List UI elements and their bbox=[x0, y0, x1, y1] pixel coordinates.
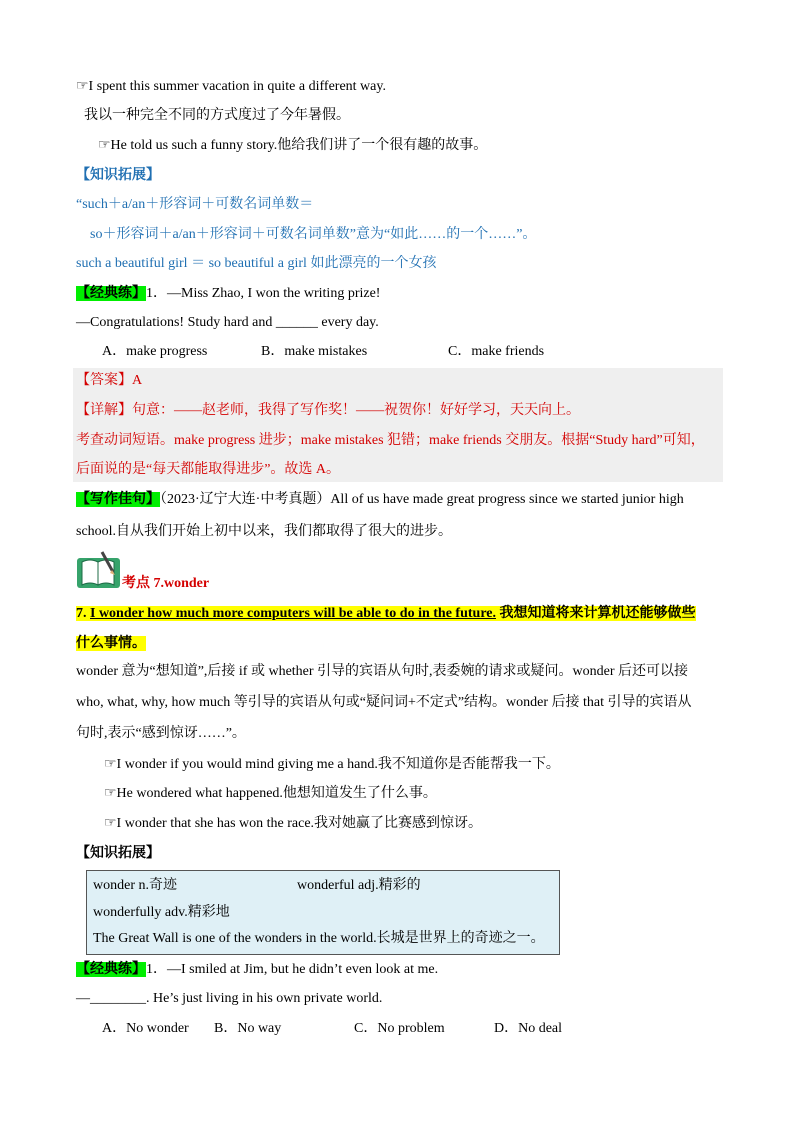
knowledge-box bbox=[86, 870, 560, 955]
practice-question bbox=[76, 960, 730, 980]
option: C．make friends bbox=[448, 344, 545, 359]
option: A．No wonder bbox=[102, 1021, 189, 1036]
key-sentence-chinese: 什么事情。 bbox=[76, 636, 146, 651]
example-sentence: ☞I wonder that she has won the race.我对她赢了比赛感到惊讶。 bbox=[104, 816, 483, 831]
key-sentence-number: 7. bbox=[76, 606, 87, 621]
book-icon bbox=[76, 548, 122, 590]
key-sentence-english: I wonder how much more computers will be able to do in the future. bbox=[90, 606, 496, 621]
question-text: —Congratulations! Study hard and ______ every day. bbox=[76, 315, 379, 330]
knowledge-rule: “such＋a/an＋形容词＋可数名词单数＝ bbox=[76, 197, 314, 212]
example-sentence: ☞He wondered what happened.他想知道发生了什么事。 bbox=[104, 786, 437, 801]
writing-tag: 【写作佳句】 bbox=[76, 492, 160, 507]
writing-text: school.自从我们开始上初中以来，我们都取得了很大的进步。 bbox=[76, 524, 453, 539]
writing-text: （2023·辽宁大连·中考真题）All of us have made great progress since we started junior high bbox=[160, 492, 684, 507]
practice-tag: 【经典练】 bbox=[76, 286, 146, 301]
section-heading: 【知识拓展】 bbox=[76, 168, 160, 183]
word-entry: wonderfully adv.精彩地 bbox=[93, 905, 230, 920]
practice-question bbox=[76, 284, 730, 304]
explanation-line: 【详解】句意：——赵老师，我得了写作奖！——祝贺你！好好学习，天天向上。 bbox=[76, 403, 580, 418]
option: D．No deal bbox=[494, 1021, 563, 1036]
word-entry: wonder n.奇迹 bbox=[93, 878, 177, 893]
section-heading: 【知识拓展】 bbox=[76, 846, 160, 861]
option: B．No way bbox=[214, 1021, 282, 1036]
knowledge-rule: so＋形容词＋a/an＋形容词＋可数名词单数”意为“如此……的一个……”。 bbox=[90, 227, 537, 242]
topic-title: 考点 7.wonder bbox=[122, 576, 210, 591]
topic-header bbox=[76, 548, 476, 592]
explanation-line: 后面说的是“每天都能取得进步”。故选 A。 bbox=[76, 462, 341, 477]
word-example: The Great Wall is one of the wonders in the world.长城是世界上的奇迹之一。 bbox=[93, 931, 545, 946]
question-text: 1．—Miss Zhao, I won the writing prize! bbox=[146, 286, 381, 301]
explanation-paragraph: wonder 意为“想知道”,后接 if 或 whether 引导的宾语从句时,表委婉的请求或疑问。wonder 后还可以接 bbox=[76, 664, 689, 679]
knowledge-example: such a beautiful girl ＝ so beautiful a girl 如此漂亮的一个女孩 bbox=[76, 256, 437, 271]
option: B．make mistakes bbox=[261, 344, 368, 359]
example-sentence: ☞He told us such a funny story.他给我们讲了一个很有趣的故事。 bbox=[98, 138, 488, 153]
example-translation: 我以一种完全不同的方式度过了今年暑假。 bbox=[84, 108, 350, 123]
explanation-paragraph: who, what, why, how much 等引导的宾语从句或“疑问词+不定式”结构。wonder 后接 that 引导的宾语从 bbox=[76, 695, 692, 710]
example-sentence: ☞I wonder if you would mind giving me a hand.我不知道你是否能帮我一下。 bbox=[104, 757, 560, 772]
option: C．No problem bbox=[354, 1021, 445, 1036]
example-sentence: ☞I spent this summer vacation in quite a different way. bbox=[76, 79, 386, 94]
word-entry: wonderful adj.精彩的 bbox=[297, 878, 421, 893]
practice-tag: 【经典练】 bbox=[76, 962, 146, 977]
explanation-paragraph: 句时,表示“感到惊讶……”。 bbox=[76, 726, 246, 741]
writing-sentence bbox=[76, 490, 730, 510]
key-sentence-chinese: 我想知道将来计算机还能够做些 bbox=[499, 606, 696, 621]
answer-line: 【答案】A bbox=[76, 373, 143, 388]
key-sentence bbox=[76, 599, 726, 659]
explanation-line: 考查动词短语。make progress 进步；make mistakes 犯错；make friends 交朋友。根据“Study hard”可知， bbox=[76, 433, 705, 448]
question-text: —________. He’s just living in his own private world. bbox=[76, 991, 383, 1006]
option: A．make progress bbox=[102, 344, 208, 359]
question-text: 1．—I smiled at Jim, but he didn’t even look at me. bbox=[146, 962, 439, 977]
